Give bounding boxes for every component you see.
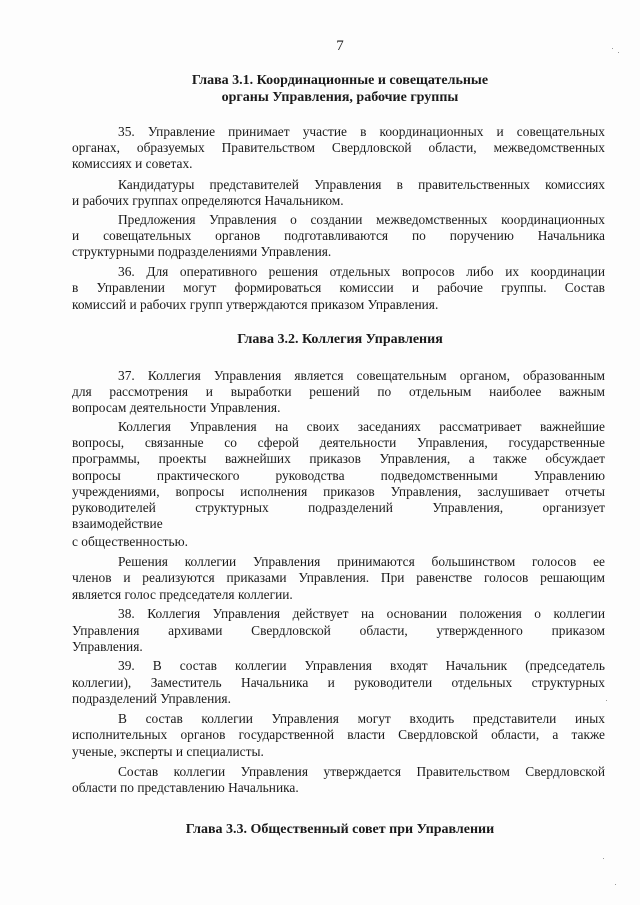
text-line: ученые, эксперты и специалисты.: [72, 744, 264, 759]
text-line: руководителей структурных подразделений Управления, организует: [72, 500, 605, 515]
scan-speck: [612, 48, 613, 49]
text-line: 36. Для оперативного решения отдельных вопросов либо их координации: [118, 264, 605, 279]
scan-speck: [615, 884, 616, 885]
chapter-3-1-title-line1: Глава 3.1. Координационные и совещательные: [191, 73, 489, 88]
text-line: Предложения Управления о создании межведомственных координационных: [118, 212, 605, 227]
text-line: с общественностью.: [72, 534, 188, 549]
text-line: 39. В состав коллегии Управления входят Начальник (председатель: [118, 658, 605, 673]
text-line: является голос председателя коллегии.: [72, 587, 293, 602]
page-number: 7: [336, 38, 344, 54]
text-line: 37. Коллегия Управления является совещательным органом, образованным: [118, 368, 605, 383]
text-line: вопросы, связанные со сферой деятельности Управления, государственные: [72, 435, 605, 450]
text-line: 38. Коллегия Управления действует на основании положения о коллегии: [118, 606, 605, 621]
text-line: органах, образуемых Правительством Свердловской области, межведомственных: [72, 140, 605, 155]
text-line: Управления архивами Свердловской области, утвержденного приказом: [72, 623, 605, 638]
text-line: членов и реализуются приказами Управления. При равенстве голосов решающим: [72, 570, 605, 585]
text-line: Коллегия Управления на своих заседаниях рассматривает важнейшие: [118, 419, 605, 434]
scan-speck: [618, 52, 619, 53]
text-line: учреждениями, вопросы исполнения приказов Управления, заслушивает отчеты: [72, 484, 605, 499]
text-line: области по представлению Начальника.: [72, 780, 299, 795]
text-line: подразделений Управления.: [72, 691, 231, 706]
text-line: Управления.: [72, 639, 143, 654]
chapter-3-1-title-line2: органы Управления, рабочие группы: [221, 90, 459, 105]
text-line: взаимодействие: [72, 516, 163, 531]
text-line: 35. Управление принимает участие в координационных и совещательных: [118, 124, 605, 139]
scan-speck: [603, 858, 604, 859]
text-line: коллегии), Заместитель Начальника и руководители отдельных структурных: [72, 675, 605, 690]
text-line: и рабочих группах определяются Начальником.: [72, 193, 344, 208]
text-line: и совещательных органов подготавливаются по поручению Начальника: [72, 228, 605, 243]
text-line: Состав коллегии Управления утверждается Правительством Свердловской: [118, 764, 605, 779]
text-line: вопросам деятельности Управления.: [72, 400, 281, 415]
chapter-3-3-title: Глава 3.3. Общественный совет при Управлении: [185, 822, 495, 837]
text-line: Решения коллегии Управления принимаются большинством голосов ее: [118, 554, 605, 569]
text-line: исполнительных органов государственной власти Свердловской области, а также: [72, 727, 605, 742]
chapter-3-2-title: Глава 3.2. Коллегия Управления: [237, 332, 443, 347]
scan-speck: [606, 700, 607, 701]
text-line: комиссиях и советах.: [72, 156, 193, 171]
text-line: для рассмотрения и выработки решений по отдельным наиболее важным: [72, 384, 605, 399]
text-line: Кандидатуры представителей Управления в правительственных комиссиях: [118, 177, 605, 192]
text-line: В состав коллегии Управления могут входить представители иных: [118, 711, 605, 726]
text-line: программы, проекты важнейших приказов Управления, а также обсуждает: [72, 451, 605, 466]
text-line: в Управлении могут формироваться комиссии и рабочие группы. Состав: [72, 280, 605, 295]
text-line: структурными подразделениями Управления.: [72, 244, 332, 259]
text-line: комиссий и рабочих групп утверждаются приказом Управления.: [72, 297, 439, 312]
text-line: вопросы практического руководства подведомственными Управлению: [72, 468, 605, 483]
